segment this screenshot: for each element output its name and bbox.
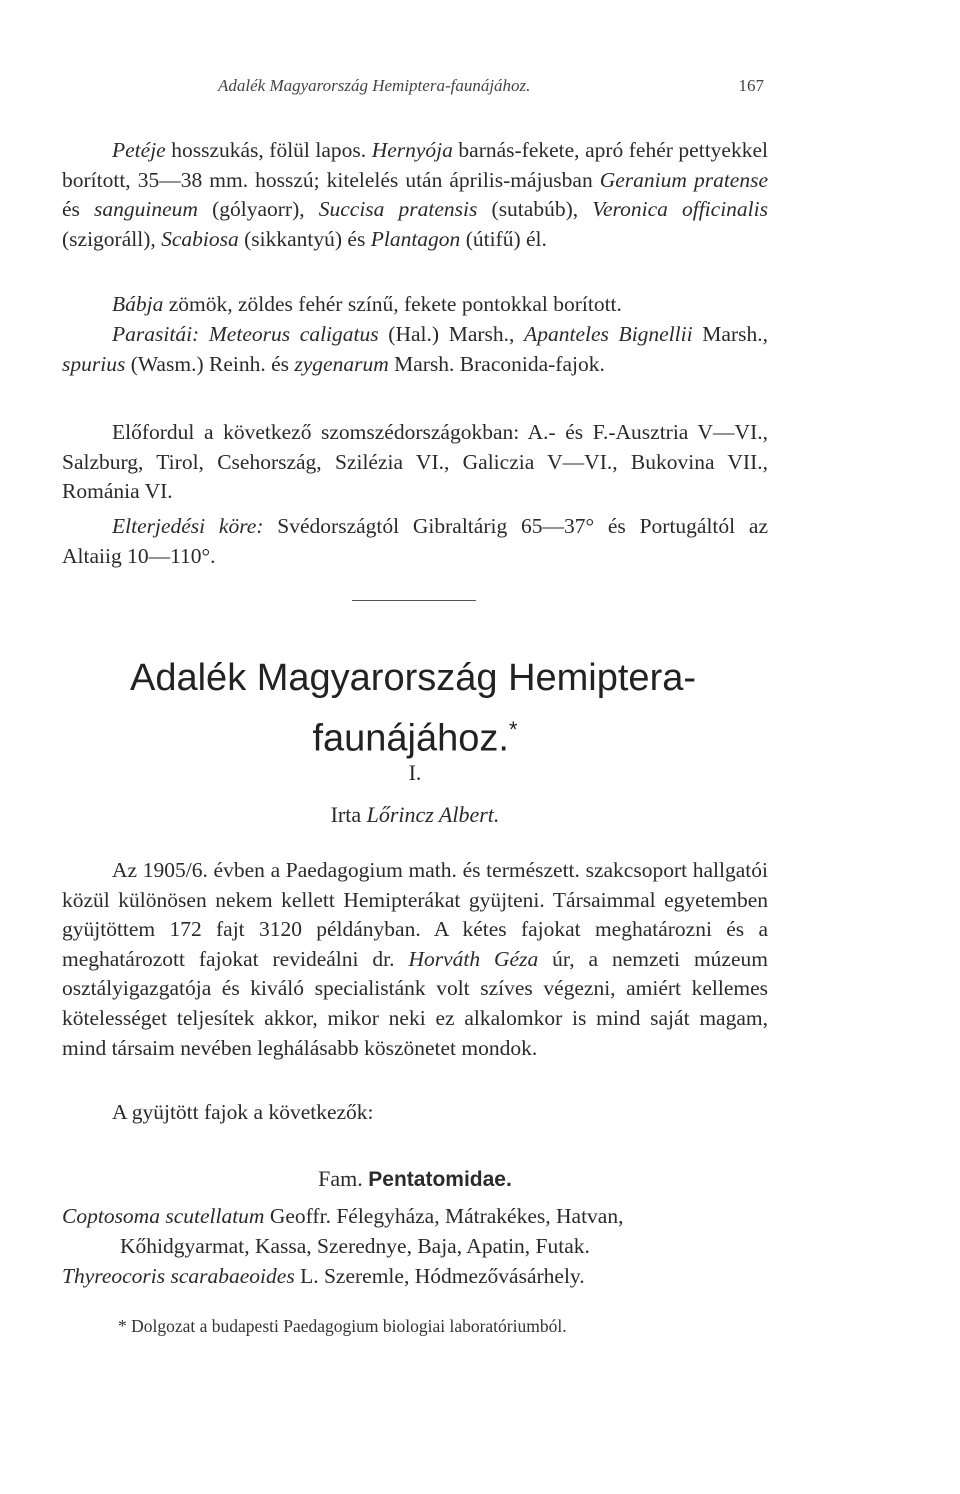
species-name: Thyreocoris scarabaeoides bbox=[62, 1264, 295, 1288]
species-entry bbox=[62, 1202, 768, 1261]
term-babja: Bábja bbox=[112, 292, 164, 316]
species-localities: Szeremle, Hódmezővásárhely. bbox=[318, 1264, 585, 1288]
paragraph-pupa: Bábja zömök, zöldes fehér színű, fekete pontokkal borított. bbox=[112, 292, 622, 316]
species-name: Coptosoma scutellatum bbox=[62, 1204, 265, 1228]
byline: Irta Lőrincz Albert. bbox=[330, 802, 500, 827]
paragraph-occurrence: Előfordul a következő szomszédországokban: A.- és F.-Ausztria V—VI., Salzburg, Tirol, Csehország, Szilézia VI., Galiczia V—VI., Bukovina VII., Románia VI. bbox=[62, 420, 768, 504]
species-veronica: Veronica officinalis bbox=[592, 197, 768, 222]
person-horvath: Horváth Géza bbox=[408, 946, 539, 971]
species-author: Geoffr. bbox=[264, 1204, 331, 1228]
paragraph-parasites: Parasitái: Meteorus caligatus (Hal.) Marsh., Apanteles Bignellii Marsh., spurius (Wasm.) Reinh. és zygenarum Marsh. Braconida-fajok. bbox=[62, 322, 768, 376]
species-scabiosa: Scabiosa bbox=[161, 226, 239, 251]
term-parasitai: Parasitái: bbox=[112, 322, 200, 346]
species-plantago: Plantagon bbox=[370, 226, 461, 251]
paragraph-list-intro: A gyüjtött fajok a következők: bbox=[112, 1100, 374, 1124]
term-elterjedesi: Elterjedési köre: bbox=[112, 514, 264, 538]
family-heading: Fam. Pentatomidae. bbox=[318, 1166, 512, 1191]
species-zygenarum: zygenarum bbox=[294, 351, 389, 376]
species-author: L. bbox=[294, 1264, 319, 1288]
footnote: * Dolgozat a budapesti Paedagogium biologiai laboratóriumból. bbox=[118, 1316, 567, 1336]
species-localities: Félegyháza, Mátrakékes, Hatvan, bbox=[330, 1204, 624, 1228]
page-number: 167 bbox=[738, 76, 764, 95]
species-succisa: Succisa pratensis bbox=[318, 197, 478, 222]
species-meteorus: Meteorus caligatus bbox=[208, 322, 379, 346]
family-name: Pentatomidae. bbox=[368, 1168, 512, 1191]
running-title: Adalék Magyarország Hemiptera-faunájához. bbox=[218, 76, 531, 95]
term-peteje: Petéje bbox=[112, 138, 166, 162]
paragraph-intro: Az 1905/6. évben a Paedagogium math. és természett. szakcsoport hallgatói közül különösen nekem kellett Hemipterákat gyüjteni. Társaimmal egyetemben gyüjtöttem 172 fajt 3120 példányban. A kétes fajokat meghatározni és a meghatározott fajokat revideálni dr. Horváth Géza úr, a nemzeti múzeum osztályigazgatója és kiváló specialistánk volt szíves végezni, amiért kellemes kötelességet teljesítek akkor, mikor neki ez alkalomkor is mind saját magam, mind társaim nevében leghálásabb köszönetet mondok. bbox=[62, 858, 768, 1060]
footnote-mark: * bbox=[508, 717, 518, 742]
paragraph-distribution: Elterjedési köre: Svédországtól Gibraltárig 65—37° és Portugáltól az Altaiig 10—110°. bbox=[62, 514, 769, 568]
author-name: Lőrincz Albert. bbox=[366, 802, 500, 827]
species-geranium: Geranium pratense bbox=[599, 167, 769, 192]
article-title: Adalék Magyarország Hemiptera- faunájához.* bbox=[130, 657, 697, 760]
species-apanteles: Apanteles Bignellii bbox=[524, 322, 693, 346]
species-spurius: spurius bbox=[62, 351, 126, 376]
term-hernyoja: Hernyója bbox=[371, 138, 453, 162]
section-divider bbox=[352, 600, 476, 601]
species-localities-cont: Kőhidgyarmat, Kassa, Szerednye, Baja, Apatin, Futak. bbox=[120, 1233, 590, 1258]
part-number: I. bbox=[408, 760, 422, 785]
species-entry bbox=[62, 1262, 768, 1292]
species-sanguineum: sanguineum bbox=[94, 197, 198, 222]
paragraph-egg-larva: Petéje hosszukás, fölül lapos. Hernyója barnás-fekete, apró fehér pettyekkel borított, 35—38 mm. hosszú; kitelelés után április-májusban Geranium pratense és sanguineum (gólyaorr), Succisa pratensis (sutabúb), Veronica officinalis (szigoráll), Scabiosa (sikkantyú) és Plantagon (útifű) él. bbox=[62, 138, 769, 251]
